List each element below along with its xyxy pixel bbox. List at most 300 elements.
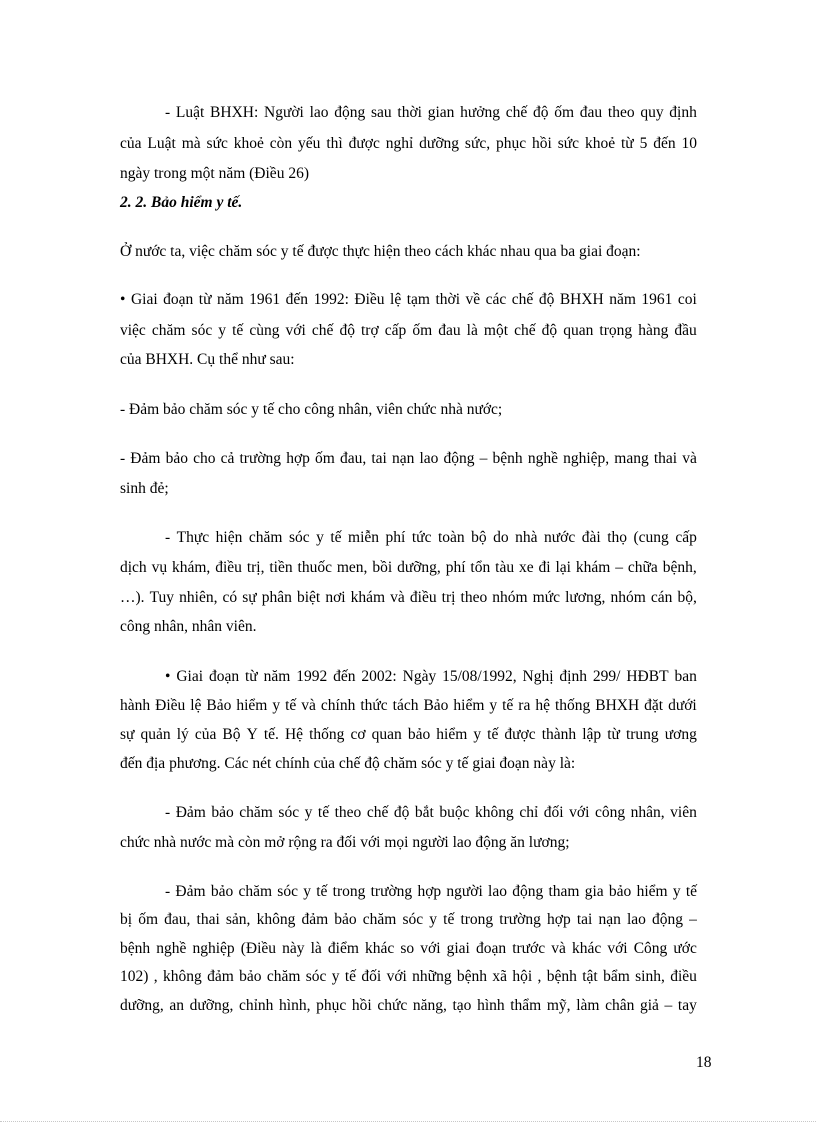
word: hàng bbox=[638, 322, 669, 339]
word: nghiệp bbox=[192, 940, 235, 957]
word: thời bbox=[397, 104, 422, 121]
word: ốm bbox=[138, 911, 158, 928]
word: không bbox=[162, 968, 202, 985]
word: yếu bbox=[298, 135, 321, 152]
word: cấp bbox=[384, 322, 407, 339]
text-line: sinh đẻ; bbox=[120, 480, 169, 497]
word: công bbox=[594, 804, 626, 821]
word: bảo bbox=[608, 883, 632, 900]
word: một bbox=[483, 322, 509, 339]
word: nơi bbox=[325, 589, 346, 606]
word: động bbox=[652, 911, 684, 928]
word: quy bbox=[640, 104, 664, 121]
word: y bbox=[272, 697, 281, 714]
word: hội bbox=[512, 968, 533, 985]
word: y bbox=[316, 529, 324, 546]
word: động bbox=[512, 883, 544, 900]
word: điều bbox=[670, 968, 697, 985]
word: đối bbox=[543, 804, 564, 821]
word: (Điều bbox=[240, 940, 277, 957]
word: (cung bbox=[633, 529, 669, 546]
word: Giai bbox=[130, 291, 158, 308]
word: hệ bbox=[535, 697, 550, 714]
word: hiện bbox=[215, 529, 243, 546]
word: lao bbox=[488, 883, 507, 900]
text-line bbox=[120, 696, 697, 716]
word: theo bbox=[334, 804, 362, 821]
word: 2002: bbox=[361, 668, 397, 685]
word: năm bbox=[609, 291, 636, 308]
word: ốm bbox=[315, 450, 335, 467]
word: so bbox=[400, 940, 415, 957]
text-line: của BHXH. Cụ thể như sau: bbox=[120, 351, 295, 368]
text-line bbox=[120, 290, 697, 310]
word: đảm bbox=[301, 911, 329, 928]
word: chăm bbox=[266, 968, 301, 985]
word: thẩm bbox=[510, 997, 542, 1014]
page-number: 18 bbox=[696, 1054, 712, 1071]
word: 299/ bbox=[592, 668, 621, 685]
text-line bbox=[120, 725, 697, 745]
word: tế bbox=[502, 697, 514, 714]
word: tế bbox=[316, 883, 328, 900]
word: bẩm bbox=[603, 968, 630, 985]
word: cán bbox=[650, 589, 673, 606]
word: sóc bbox=[288, 529, 310, 546]
word: khác bbox=[571, 940, 602, 957]
word: tức bbox=[411, 529, 432, 546]
word: không bbox=[475, 804, 514, 821]
word: sinh, bbox=[635, 968, 665, 985]
word: lương, bbox=[565, 589, 606, 606]
word: phí bbox=[445, 559, 466, 576]
word: y bbox=[304, 804, 313, 821]
word: trung bbox=[625, 726, 659, 743]
word: Tuy bbox=[149, 589, 175, 606]
word: nhiên, bbox=[179, 589, 218, 606]
word: sóc bbox=[277, 883, 298, 900]
word: năng, bbox=[412, 997, 447, 1014]
word: đoạn bbox=[208, 668, 240, 685]
word: thai bbox=[196, 911, 220, 928]
word: với bbox=[285, 322, 306, 339]
word: hợp bbox=[417, 883, 442, 900]
text-line: ngày trong một năm (Điều 26) bbox=[120, 165, 309, 182]
word: sức bbox=[557, 135, 580, 152]
word: sự bbox=[120, 726, 135, 743]
word: chỉ bbox=[519, 804, 539, 821]
word: y bbox=[429, 911, 438, 928]
word: ốm bbox=[412, 322, 433, 339]
word: được bbox=[504, 726, 536, 743]
word: từ bbox=[620, 135, 634, 152]
word: quan bbox=[563, 322, 594, 339]
word: trợ bbox=[361, 322, 379, 339]
word: hình bbox=[477, 997, 505, 1014]
word: tế bbox=[443, 911, 455, 928]
word: quản bbox=[140, 726, 171, 743]
word: đau, bbox=[339, 450, 367, 467]
word: y bbox=[473, 726, 482, 743]
word: độ bbox=[339, 322, 355, 339]
word: đặt bbox=[644, 697, 664, 714]
word: Thực bbox=[176, 529, 210, 546]
word: tế bbox=[330, 529, 342, 546]
text-line: chức nhà nước mà còn mở rộng ra đối với mọi người lao động ăn lương; bbox=[120, 834, 570, 851]
word: chức bbox=[377, 997, 408, 1014]
word: miễn bbox=[348, 529, 380, 546]
word: trọng bbox=[599, 322, 633, 339]
text-line: Ở nước ta, việc chăm sóc y tế được thực hiện theo cách khác nhau qua ba giai đoạn: bbox=[120, 243, 641, 260]
word: đến bbox=[285, 291, 309, 308]
word: nước bbox=[544, 529, 576, 546]
word: đau bbox=[438, 322, 461, 339]
word: năm bbox=[216, 291, 244, 308]
text-line: đến địa phương. Các nét chính của chế độ chăm sóc y tế giai đoạn này là: bbox=[120, 755, 576, 772]
word: – bbox=[479, 450, 488, 467]
word: bộ, bbox=[677, 589, 697, 606]
word: từ bbox=[607, 726, 620, 743]
word: dưới bbox=[668, 697, 697, 714]
word: BHXH bbox=[595, 697, 640, 714]
word: – bbox=[664, 997, 673, 1014]
word: lao bbox=[309, 104, 329, 121]
word: quan bbox=[371, 726, 402, 743]
word: nhân, bbox=[630, 804, 665, 821]
word: với bbox=[607, 940, 628, 957]
word: vụ bbox=[151, 559, 168, 576]
word: trường bbox=[499, 911, 541, 928]
word: đau bbox=[579, 104, 603, 121]
word: bắt bbox=[414, 804, 434, 821]
word: hồi bbox=[532, 135, 552, 152]
word: Giai bbox=[176, 668, 204, 685]
text-line bbox=[165, 103, 697, 123]
word: Luật bbox=[147, 135, 176, 152]
word: Điều bbox=[155, 697, 186, 714]
word: chế bbox=[511, 291, 534, 308]
word: hành bbox=[120, 697, 151, 714]
word: tàu bbox=[495, 559, 515, 576]
word: ban bbox=[674, 668, 697, 685]
text-line bbox=[165, 528, 697, 548]
word: tế bbox=[487, 726, 499, 743]
word: khám bbox=[575, 559, 611, 576]
word: gia bbox=[584, 883, 604, 900]
word: thành bbox=[541, 726, 577, 743]
word: lập bbox=[582, 726, 602, 743]
text-line bbox=[120, 910, 697, 930]
word: khoẻ bbox=[584, 135, 616, 152]
word: khác bbox=[365, 940, 395, 957]
word: • bbox=[165, 668, 171, 685]
word: thuốc bbox=[297, 559, 332, 576]
word: Đảm bbox=[175, 883, 206, 900]
word: 1992 bbox=[296, 668, 328, 685]
word: ương bbox=[664, 726, 697, 743]
word: mỹ, bbox=[546, 997, 571, 1014]
word: độ bbox=[538, 291, 555, 308]
word: y bbox=[672, 883, 681, 900]
word: còn bbox=[269, 135, 293, 152]
word: Luật bbox=[175, 104, 205, 121]
word: độ bbox=[393, 804, 410, 821]
text-line bbox=[120, 588, 697, 608]
word: mang bbox=[614, 450, 649, 467]
word: phục bbox=[316, 997, 347, 1014]
word: tai bbox=[371, 450, 387, 467]
word: độ bbox=[532, 104, 549, 121]
word: • bbox=[120, 291, 126, 308]
word: trong bbox=[460, 911, 494, 928]
word: 1992: bbox=[313, 291, 349, 308]
word: khoẻ bbox=[233, 135, 264, 152]
word: dưỡng, bbox=[120, 997, 164, 1014]
word: trước bbox=[512, 940, 546, 957]
word: viên bbox=[670, 804, 697, 821]
word: các bbox=[485, 291, 507, 308]
word: HĐBT bbox=[626, 668, 669, 685]
word: …). bbox=[120, 589, 145, 606]
word: hình, bbox=[279, 997, 311, 1014]
word: 15/08/1992, bbox=[442, 668, 517, 685]
word: và bbox=[551, 940, 566, 957]
word: nhóm bbox=[610, 589, 646, 606]
word: chữa bbox=[627, 559, 658, 576]
word: trong bbox=[332, 883, 366, 900]
word: Bộ bbox=[222, 726, 241, 743]
word: này bbox=[282, 940, 305, 957]
word: tật bbox=[582, 968, 598, 985]
word: thức bbox=[360, 697, 388, 714]
word: bảo bbox=[407, 726, 431, 743]
word: tách bbox=[392, 697, 419, 714]
word: phân bbox=[261, 589, 292, 606]
word: hợp bbox=[286, 450, 310, 467]
word: bảo bbox=[165, 450, 188, 467]
word: điều bbox=[215, 559, 242, 576]
word: gian bbox=[427, 104, 455, 121]
word: sự bbox=[242, 589, 257, 606]
word: lệ bbox=[190, 697, 202, 714]
word: tổn bbox=[470, 559, 491, 576]
word: đối bbox=[361, 968, 382, 985]
word: tạm bbox=[406, 291, 430, 308]
word: hồi bbox=[351, 997, 372, 1014]
word: sản, bbox=[225, 911, 251, 928]
word: Ngày bbox=[402, 668, 437, 685]
word: ra bbox=[518, 697, 531, 714]
word: y bbox=[218, 322, 227, 339]
word: cùng bbox=[249, 322, 280, 339]
word: tay bbox=[677, 997, 697, 1014]
word: y bbox=[303, 883, 311, 900]
word: men, bbox=[336, 559, 368, 576]
word: – bbox=[615, 559, 623, 576]
word: với bbox=[386, 968, 407, 985]
word: chế bbox=[311, 322, 334, 339]
word: đoạn bbox=[475, 940, 507, 957]
word: xe bbox=[518, 559, 534, 576]
word: theo bbox=[460, 589, 488, 606]
word: nghề bbox=[156, 940, 187, 957]
word: bồi bbox=[372, 559, 393, 576]
word: cho bbox=[193, 450, 216, 467]
word: tai bbox=[576, 911, 593, 928]
text-line: công nhân, nhân viên. bbox=[120, 618, 257, 635]
word: Bảo bbox=[423, 697, 449, 714]
text-line bbox=[120, 967, 697, 987]
word: giả bbox=[639, 997, 659, 1014]
word: từ bbox=[198, 291, 212, 308]
text-line bbox=[120, 134, 697, 154]
word: điểm bbox=[327, 940, 359, 957]
word: hiểm bbox=[453, 697, 485, 714]
word: sóc bbox=[305, 968, 327, 985]
word: 10 bbox=[681, 135, 697, 152]
word: an bbox=[169, 997, 184, 1014]
word: - bbox=[165, 883, 171, 900]
word: độ bbox=[541, 322, 558, 339]
word: sức, bbox=[464, 135, 491, 152]
word: bảo bbox=[211, 804, 234, 821]
text-line: - Đảm bảo chăm sóc y tế cho công nhân, viên chức nhà nước; bbox=[120, 401, 503, 418]
word: chế bbox=[514, 322, 536, 339]
text-line bbox=[120, 996, 697, 1016]
word: và bbox=[682, 450, 697, 467]
word: tế. bbox=[263, 726, 279, 743]
word: Hệ bbox=[284, 726, 304, 743]
word: trường bbox=[239, 450, 282, 467]
word: những bbox=[412, 968, 452, 985]
word: hưởng bbox=[460, 104, 500, 121]
word: hiểm bbox=[236, 697, 268, 714]
word: chế bbox=[366, 804, 389, 821]
word: thời bbox=[435, 291, 461, 308]
word: trị bbox=[441, 589, 456, 606]
word: sau bbox=[371, 104, 392, 121]
word: Công bbox=[633, 940, 668, 957]
word: chăm bbox=[248, 529, 283, 546]
word: nghiệp, bbox=[563, 450, 610, 467]
word: BHXH bbox=[559, 291, 604, 308]
word: bảo bbox=[334, 911, 357, 928]
word: , bbox=[537, 968, 542, 985]
word: 5 bbox=[639, 135, 648, 152]
word: bệnh, bbox=[662, 559, 697, 576]
word: y bbox=[331, 968, 340, 985]
word: hiểm bbox=[436, 726, 468, 743]
word: 1961 bbox=[249, 291, 281, 308]
word: mức bbox=[532, 589, 561, 606]
word: ước bbox=[673, 940, 697, 957]
word: y bbox=[489, 697, 498, 714]
text-line bbox=[120, 449, 697, 469]
word: sức bbox=[206, 135, 228, 152]
word: cả bbox=[220, 450, 235, 467]
word: dưỡng, bbox=[189, 997, 234, 1014]
word: động bbox=[334, 104, 366, 121]
word: lệ bbox=[390, 291, 402, 308]
word: điều bbox=[409, 589, 437, 606]
word: làm bbox=[576, 997, 600, 1014]
word: bệnh bbox=[492, 450, 523, 467]
word: chân bbox=[605, 997, 635, 1014]
word: được bbox=[348, 135, 380, 152]
word: - bbox=[165, 104, 171, 121]
word: biệt bbox=[296, 589, 321, 606]
word: phục bbox=[496, 135, 527, 152]
word: với bbox=[420, 940, 441, 957]
word: thống bbox=[309, 726, 345, 743]
text-line bbox=[120, 939, 697, 959]
word: tiền bbox=[269, 559, 293, 576]
word: thai bbox=[653, 450, 678, 467]
word: Bảo bbox=[206, 697, 232, 714]
word: Y bbox=[246, 726, 258, 743]
word: nghỉ bbox=[385, 135, 414, 152]
word: lao bbox=[626, 911, 646, 928]
word: việc bbox=[120, 322, 146, 339]
word: đến bbox=[333, 668, 356, 685]
word: – bbox=[689, 911, 697, 928]
word: về bbox=[465, 291, 481, 308]
word: bệnh bbox=[546, 968, 577, 985]
word: nhóm bbox=[492, 589, 528, 606]
word: lao bbox=[419, 450, 439, 467]
word: toàn bbox=[437, 529, 465, 546]
word: động bbox=[443, 450, 475, 467]
word: đi bbox=[538, 559, 551, 576]
word: thọ bbox=[607, 529, 628, 546]
word: dưỡng, bbox=[397, 559, 441, 576]
word: bộ bbox=[471, 529, 487, 546]
word: với bbox=[569, 804, 590, 821]
word: tế bbox=[317, 804, 330, 821]
word: lý bbox=[176, 726, 189, 743]
word: có bbox=[222, 589, 238, 606]
word: nạn bbox=[598, 911, 621, 928]
text-line bbox=[120, 321, 697, 341]
word: buộc bbox=[439, 804, 470, 821]
word: đầu bbox=[674, 322, 697, 339]
word: dưỡng bbox=[419, 135, 460, 152]
word: đảm bbox=[207, 968, 234, 985]
word: Nghị bbox=[522, 668, 554, 685]
word: là bbox=[466, 322, 478, 339]
word: coi bbox=[677, 291, 697, 308]
word: 102) bbox=[120, 968, 149, 985]
section-heading: 2. 2. Bảo hiểm y tế. bbox=[120, 194, 243, 211]
word: do bbox=[493, 529, 509, 546]
word: chăm bbox=[239, 804, 273, 821]
word: theo bbox=[607, 104, 635, 121]
word: 1961 bbox=[641, 291, 673, 308]
word: đau, bbox=[164, 911, 191, 928]
word: đến bbox=[653, 135, 676, 152]
word: Đảm bbox=[130, 450, 161, 467]
word: sóc bbox=[402, 911, 424, 928]
word: - bbox=[120, 450, 126, 467]
word: sóc bbox=[191, 322, 213, 339]
word: cấp bbox=[675, 529, 697, 546]
word: mà bbox=[181, 135, 201, 152]
word: bị bbox=[120, 911, 133, 928]
word: nghề bbox=[527, 450, 558, 467]
word: bệnh bbox=[456, 968, 488, 985]
word: tế bbox=[285, 697, 297, 714]
word: tế bbox=[344, 968, 357, 985]
